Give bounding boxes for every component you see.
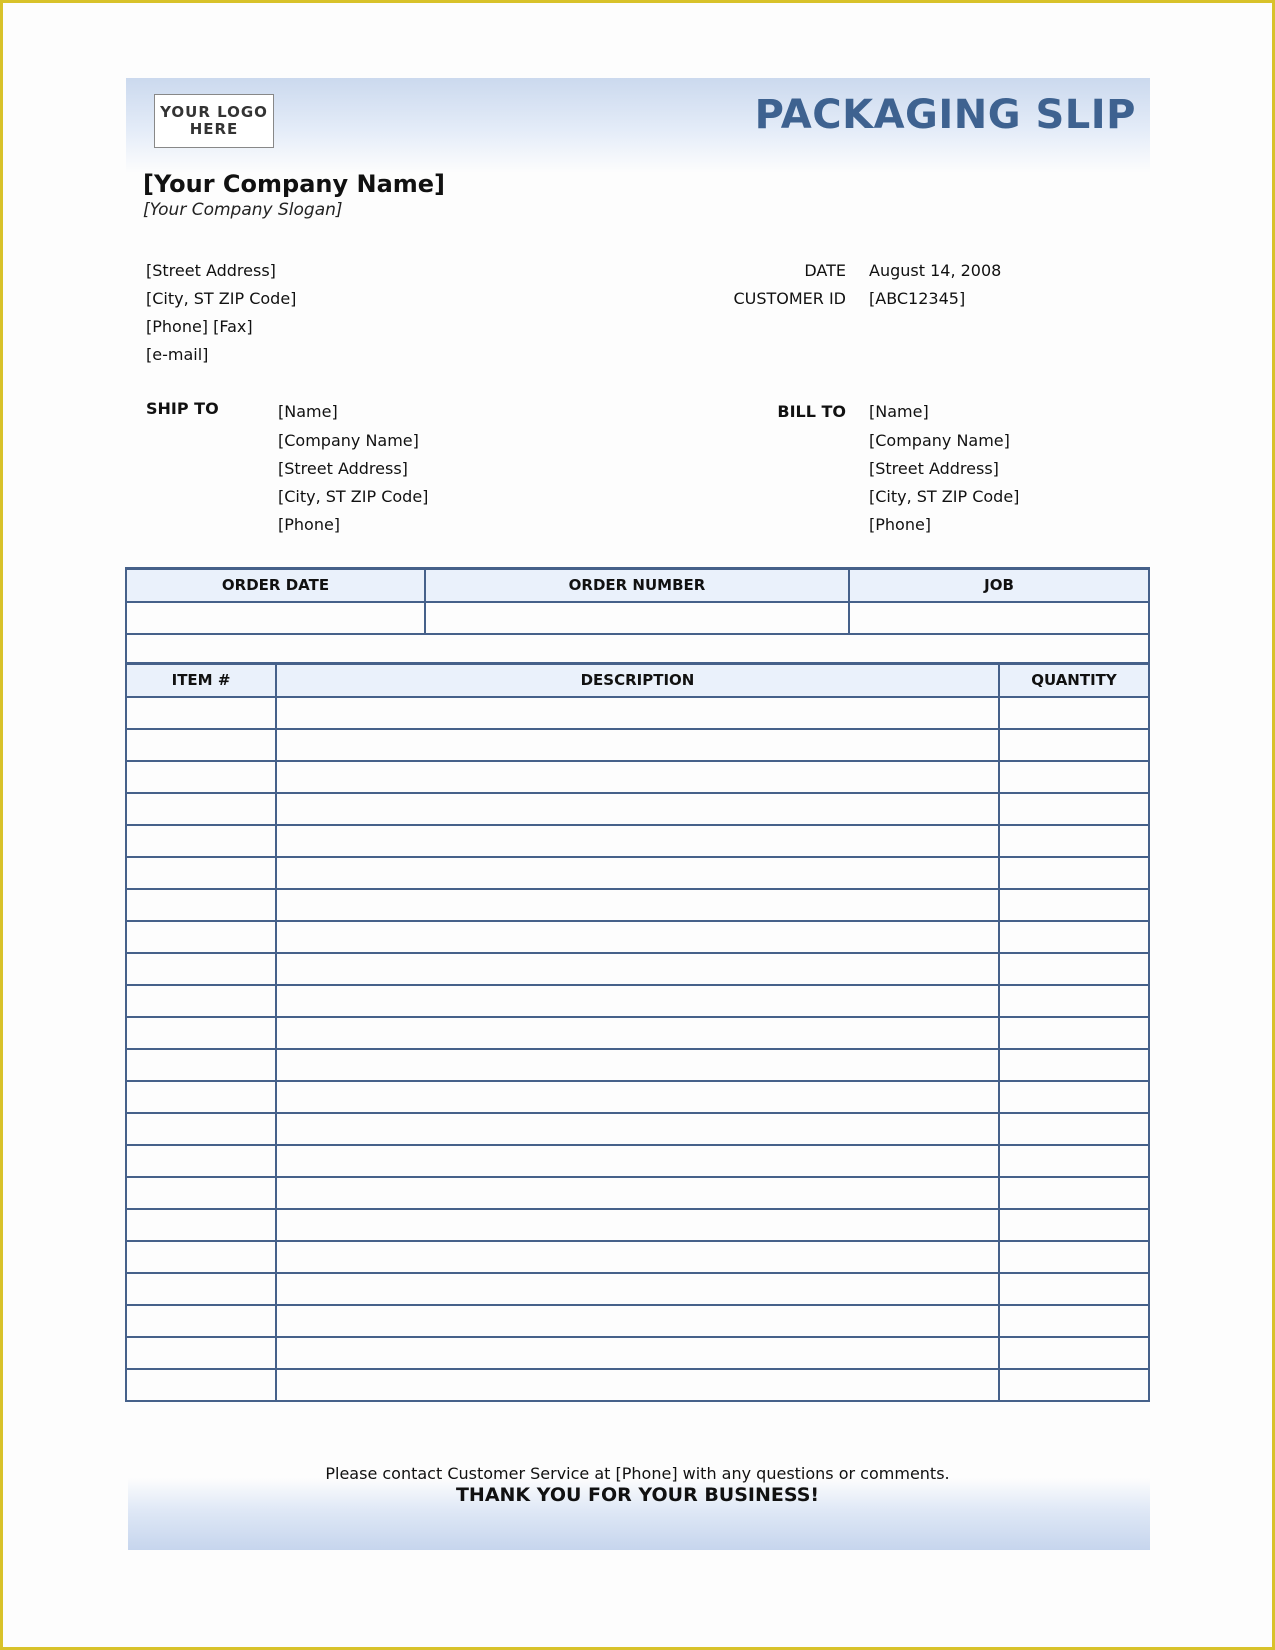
table-row [126,1369,1149,1401]
description-cell[interactable] [276,1145,999,1177]
ship-to-street: [Street Address] [278,459,408,478]
item-number-cell[interactable] [126,1273,276,1305]
description-cell[interactable] [276,1369,999,1401]
description-cell[interactable] [276,953,999,985]
company-city: [City, ST ZIP Code] [146,289,297,308]
description-cell[interactable] [276,1209,999,1241]
order-number-cell[interactable] [425,602,849,634]
ship-to-name: [Name] [278,402,338,421]
logo-text: YOUR LOGO HERE [160,103,268,138]
date-value: August 14, 2008 [869,261,1002,280]
table-row [126,985,1149,1017]
item-number-cell[interactable] [126,889,276,921]
quantity-cell[interactable] [999,921,1149,953]
quantity-cell[interactable] [999,1113,1149,1145]
table-row [126,1113,1149,1145]
table-row [126,921,1149,953]
description-cell[interactable] [276,889,999,921]
company-name: [Your Company Name] [143,170,446,198]
table-row [126,1209,1149,1241]
item-number-cell[interactable] [126,1209,276,1241]
description-cell[interactable] [276,857,999,889]
item-number-cell[interactable] [126,697,276,729]
quantity-header: QUANTITY [999,664,1149,697]
table-row [126,697,1149,729]
quantity-cell[interactable] [999,1177,1149,1209]
job-cell[interactable] [849,602,1149,634]
description-cell[interactable] [276,1113,999,1145]
quantity-cell[interactable] [999,1049,1149,1081]
quantity-cell[interactable] [999,1273,1149,1305]
logo-placeholder [154,94,274,148]
bill-to-company: [Company Name] [869,431,1010,450]
quantity-cell[interactable] [999,1017,1149,1049]
description-cell[interactable] [276,729,999,761]
table-row [126,1081,1149,1113]
order-info-table [125,567,1150,666]
description-cell[interactable] [276,697,999,729]
item-number-cell[interactable] [126,1369,276,1401]
description-cell[interactable] [276,1241,999,1273]
description-header: DESCRIPTION [276,664,999,697]
ship-to-city: [City, ST ZIP Code] [278,487,429,506]
quantity-cell[interactable] [999,857,1149,889]
item-number-cell[interactable] [126,1113,276,1145]
item-number-cell[interactable] [126,953,276,985]
items-table-body [126,697,1149,1401]
description-cell[interactable] [276,1081,999,1113]
description-cell[interactable] [276,761,999,793]
item-number-cell[interactable] [126,921,276,953]
item-number-cell[interactable] [126,1305,276,1337]
ship-to-company: [Company Name] [278,431,419,450]
quantity-cell[interactable] [999,1337,1149,1369]
table-row [126,1177,1149,1209]
date-label: DATE [804,261,846,280]
document-title: PACKAGING SLIP [754,92,1136,138]
table-row [126,761,1149,793]
bill-to-street: [Street Address] [869,459,999,478]
bill-to-phone: [Phone] [869,515,932,534]
table-row [126,953,1149,985]
quantity-cell[interactable] [999,1209,1149,1241]
table-row [126,1145,1149,1177]
ship-to-label: SHIP TO [146,399,219,418]
quantity-cell[interactable] [999,761,1149,793]
item-number-cell[interactable] [126,857,276,889]
quantity-cell[interactable] [999,793,1149,825]
table-row [126,793,1149,825]
footer-contact-text: Please contact Customer Service at [Phone] with any questions or comments. [325,1464,950,1483]
customer-id-label: CUSTOMER ID [733,289,846,308]
quantity-cell[interactable] [999,1145,1149,1177]
item-number-cell[interactable] [126,793,276,825]
table-row [126,1337,1149,1369]
item-number-cell[interactable] [126,761,276,793]
description-cell[interactable] [276,1337,999,1369]
bill-to-label: BILL TO [777,402,846,421]
table-row [126,857,1149,889]
quantity-cell[interactable] [999,985,1149,1017]
description-cell[interactable] [276,1017,999,1049]
order-date-header: ORDER DATE [126,569,425,602]
item-number-cell[interactable] [126,985,276,1017]
description-cell[interactable] [276,1049,999,1081]
item-number-cell[interactable] [126,1241,276,1273]
quantity-cell[interactable] [999,1081,1149,1113]
bill-to-name: [Name] [869,402,929,421]
table-row [126,1305,1149,1337]
item-number-cell[interactable] [126,1081,276,1113]
footer-thank-you: THANK YOU FOR YOUR BUSINESS! [455,1484,820,1506]
bill-to-city: [City, ST ZIP Code] [869,487,1020,506]
quantity-cell[interactable] [999,697,1149,729]
item-number-cell[interactable] [126,729,276,761]
quantity-cell[interactable] [999,729,1149,761]
table-row [126,1049,1149,1081]
order-table-spacer [126,634,1149,665]
items-table [125,662,1150,1402]
item-number-cell[interactable] [126,825,276,857]
table-row [126,1273,1149,1305]
table-row [126,1017,1149,1049]
description-cell[interactable] [276,1177,999,1209]
description-cell[interactable] [276,793,999,825]
quantity-cell[interactable] [999,1241,1149,1273]
item-number-cell[interactable] [126,1049,276,1081]
table-row [126,1241,1149,1273]
item-number-header: ITEM # [126,664,276,697]
description-cell[interactable] [276,985,999,1017]
quantity-cell[interactable] [999,1369,1149,1401]
job-header: JOB [849,569,1149,602]
item-number-cell[interactable] [126,1177,276,1209]
item-number-cell[interactable] [126,1017,276,1049]
customer-id-value: [ABC12345] [869,289,966,308]
description-cell[interactable] [276,1305,999,1337]
description-cell[interactable] [276,921,999,953]
table-row [126,825,1149,857]
order-number-header: ORDER NUMBER [425,569,849,602]
company-phone-fax: [Phone] [Fax] [146,317,253,336]
ship-to-phone: [Phone] [278,515,341,534]
description-cell[interactable] [276,825,999,857]
table-row [126,889,1149,921]
item-number-cell[interactable] [126,1145,276,1177]
company-street: [Street Address] [146,261,276,280]
quantity-cell[interactable] [999,1305,1149,1337]
table-row [126,729,1149,761]
item-number-cell[interactable] [126,1337,276,1369]
quantity-cell[interactable] [999,825,1149,857]
quantity-cell[interactable] [999,953,1149,985]
quantity-cell[interactable] [999,889,1149,921]
company-email: [e-mail] [146,345,209,364]
order-date-cell[interactable] [126,602,425,634]
description-cell[interactable] [276,1273,999,1305]
company-slogan: [Your Company Slogan] [143,200,343,220]
